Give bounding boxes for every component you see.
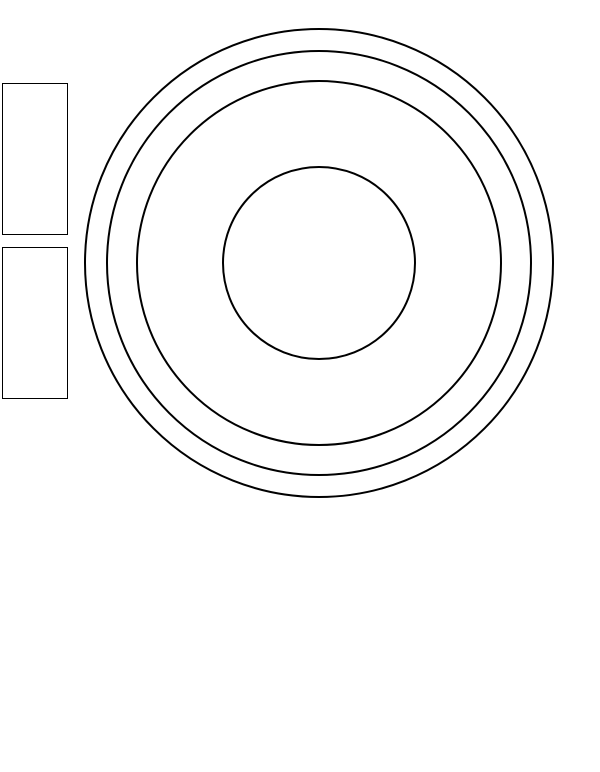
outer-ring-inner xyxy=(107,51,531,475)
zodiac-ring xyxy=(137,81,501,445)
aspect-grid xyxy=(0,527,600,772)
inner-circle xyxy=(223,167,415,359)
outer-ring-outer xyxy=(85,29,553,497)
